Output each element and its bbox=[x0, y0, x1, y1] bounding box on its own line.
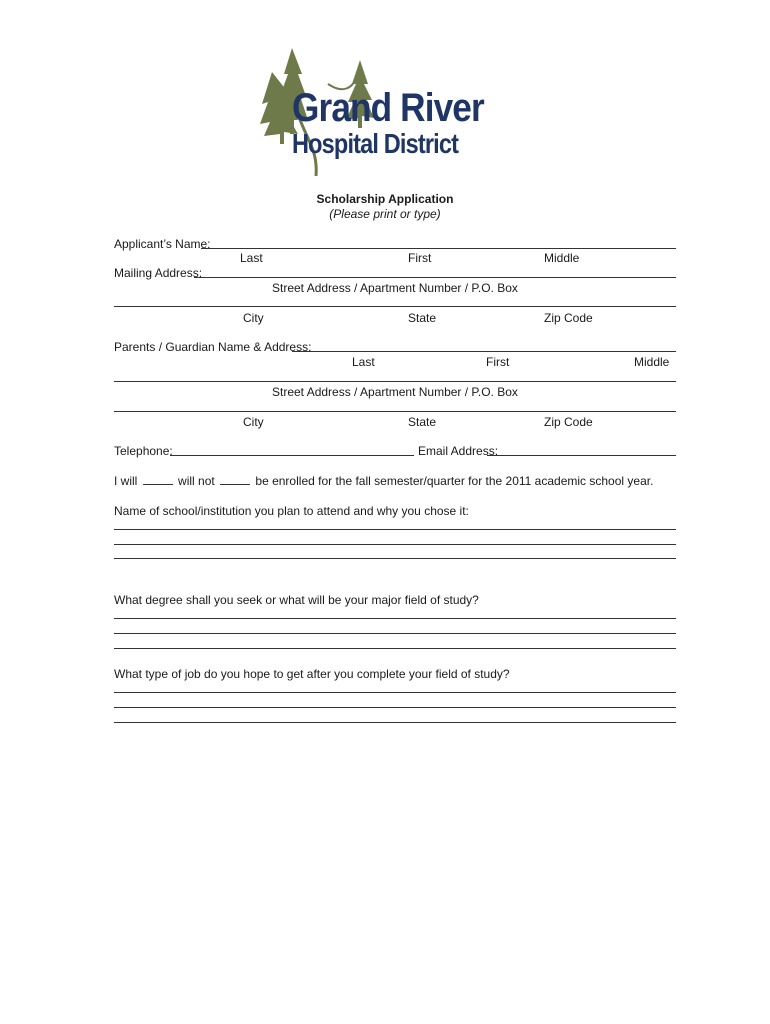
telephone-field[interactable] bbox=[170, 455, 414, 456]
mailing-city-caption: City bbox=[243, 311, 264, 325]
form-title: Scholarship Application bbox=[316, 192, 454, 206]
email-field[interactable] bbox=[487, 455, 676, 456]
school-answer-line-1[interactable] bbox=[114, 529, 676, 530]
mailing-address-field[interactable] bbox=[194, 277, 676, 278]
parents-name-field[interactable] bbox=[292, 351, 676, 352]
mailing-zip-caption: Zip Code bbox=[544, 311, 593, 325]
job-answer-line-2[interactable] bbox=[114, 707, 676, 708]
parents-first-caption: First bbox=[486, 355, 510, 369]
applicant-middle-caption: Middle bbox=[544, 251, 580, 265]
degree-question: What degree shall you seek or what will be your major field of study? bbox=[114, 593, 479, 607]
job-question: What type of job do you hope to get after you complete your field of study? bbox=[114, 667, 510, 681]
form-subtitle: (Please print or type) bbox=[329, 207, 441, 221]
will-not-blank[interactable] bbox=[220, 474, 250, 485]
will-label: I will bbox=[114, 474, 138, 488]
parents-state-caption: State bbox=[408, 415, 437, 429]
applicant-name-label: Applicant’s Name: bbox=[114, 237, 211, 251]
parents-city-caption: City bbox=[243, 415, 264, 429]
email-label: Email Address: bbox=[418, 444, 499, 458]
mailing-city-state-zip-field[interactable] bbox=[114, 306, 676, 307]
school-question: Name of school/institution you plan to attend and why you chose it: bbox=[114, 504, 469, 518]
parents-middle-caption: Middle bbox=[634, 355, 670, 369]
applicant-last-caption: Last bbox=[240, 251, 263, 265]
logo-line-2: Hospital District bbox=[292, 128, 459, 159]
applicant-name-field[interactable] bbox=[201, 248, 676, 249]
applicant-first-caption: First bbox=[408, 251, 432, 265]
mailing-address-label: Mailing Address: bbox=[114, 266, 203, 280]
mailing-street-caption: Street Address / Apartment Number / P.O. Box bbox=[272, 281, 518, 295]
degree-answer-line-2[interactable] bbox=[114, 633, 676, 634]
grand-river-logo bbox=[258, 44, 518, 179]
degree-answer-line-1[interactable] bbox=[114, 618, 676, 619]
telephone-label: Telephone: bbox=[114, 444, 173, 458]
will-not-label: will not bbox=[178, 474, 215, 488]
parents-label: Parents / Guardian Name & Address: bbox=[114, 340, 312, 354]
job-answer-line-3[interactable] bbox=[114, 722, 676, 723]
parents-last-caption: Last bbox=[352, 355, 375, 369]
parents-street-field[interactable] bbox=[114, 381, 676, 382]
degree-answer-line-3[interactable] bbox=[114, 648, 676, 649]
parents-zip-caption: Zip Code bbox=[544, 415, 593, 429]
logo-line-1: Grand River bbox=[292, 86, 484, 130]
job-answer-line-1[interactable] bbox=[114, 692, 676, 693]
parents-street-caption: Street Address / Apartment Number / P.O. Box bbox=[272, 385, 518, 399]
enrollment-text: be enrolled for the fall semester/quarter for the 2011 academic school year. bbox=[255, 474, 654, 488]
school-answer-line-2[interactable] bbox=[114, 544, 676, 545]
school-answer-line-3[interactable] bbox=[114, 558, 676, 559]
mailing-state-caption: State bbox=[408, 311, 437, 325]
enrollment-statement bbox=[114, 474, 653, 488]
will-blank[interactable] bbox=[143, 474, 173, 485]
parents-city-state-zip-field[interactable] bbox=[114, 411, 676, 412]
